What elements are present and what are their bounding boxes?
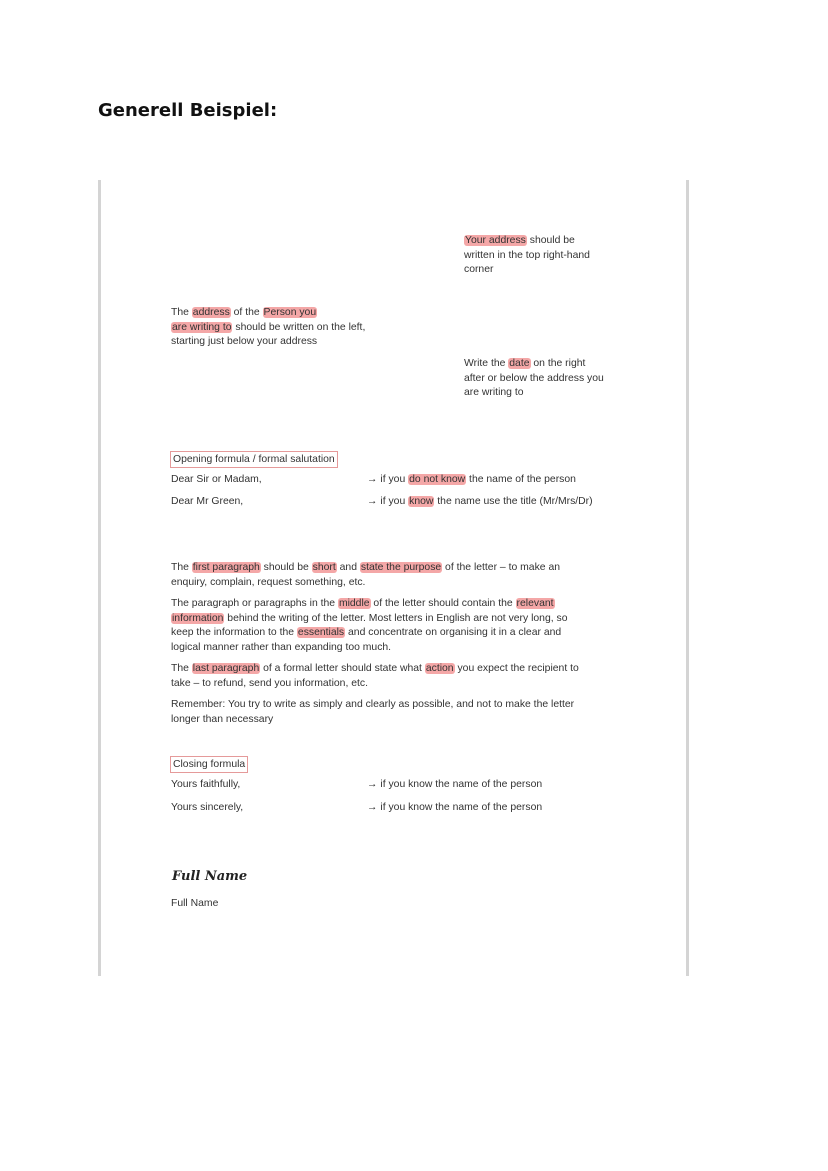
salutation-mr-green: Dear Mr Green, [171,496,244,507]
closing-formula-label: Closing formula [170,756,248,773]
salutation-unknown-note: → if you do not know the name of the person [367,474,576,485]
remember-note: Remember: You try to write as simply and clearly as possible, and not to make the letter longer than necessary [171,699,575,725]
salutation-known-note: → if you know the name use the title (Mr/Mrs/Dr) [367,496,593,507]
full-name-printed: Full Name [171,898,219,909]
page-title: Generell Beispiel: [98,100,278,121]
date-note: Write the date on the right after or below the address you are writing to [464,358,604,398]
middle-paragraph-note: The paragraph or paragraphs in the middle of the letter should contain the relevant information behind the writing of the letter. Most letters in English are not very long, so keep the information to the essentials and concentrate on organising it in a clear and logical manner rather than expanding too much. [171,598,568,653]
signature: Full Name [172,869,248,884]
first-paragraph-note: The first paragraph should be short and state the purpose of the letter – to make an enquiry, complain, request something, etc. [171,562,561,588]
opening-formula-label: Opening formula / formal salutation [170,451,338,468]
closing-yours-faithfully: Yours faithfully, [171,779,241,790]
salutation-sir-madam: Dear Sir or Madam, [171,474,262,485]
closing-yours-sincerely: Yours sincerely, [171,802,244,813]
last-paragraph-note: The last paragraph of a formal letter should state what action you expect the recipient to take – to refund, send you information, etc. [171,663,579,689]
your-address-note: Your address should be written in the top right-hand corner [464,235,590,275]
arrow-right-icon: → [367,474,378,485]
closing-faithfully-note: → if you know the name of the person [367,779,543,790]
closing-sincerely-note: → if you know the name of the person [367,802,543,813]
sheet-right-edge [686,180,689,976]
recipient-address-note: The address of the Person you are writing to should be written on the left, starting just below your address [171,307,366,347]
arrow-right-icon: → [367,496,378,507]
arrow-right-icon: → [367,802,378,813]
arrow-right-icon: → [367,779,378,790]
sheet-left-edge [98,180,101,976]
